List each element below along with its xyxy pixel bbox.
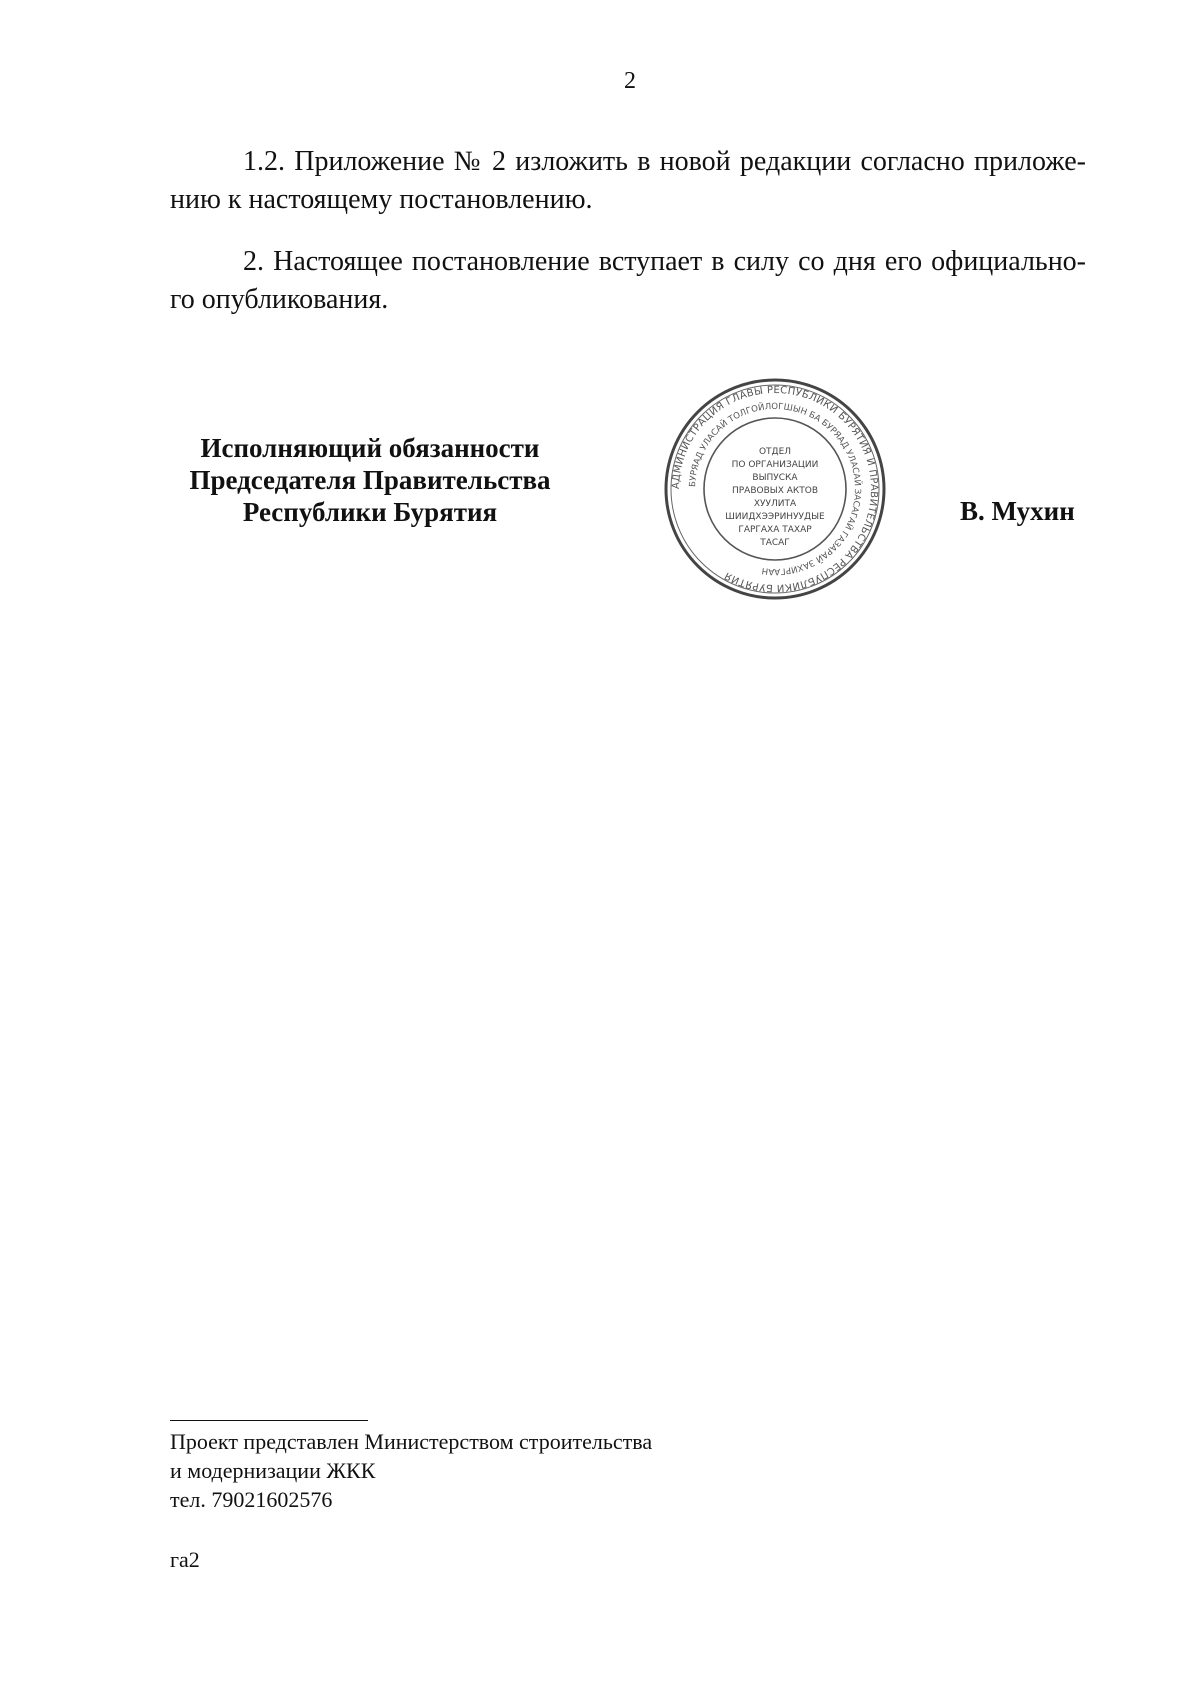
paragraph-line: 2. Настоящее постановление вступает в силу со дня его официально- [243,246,1086,277]
stamp-center-line: ВЫПУСКА [752,473,798,483]
signatory-position-line: Республики Бурятия [242,497,498,527]
stamp-inner-text: БУРЯАД УЛАСАЙ ТОЛГОЙЛОГШЫН БА БУРЯАД УЛАСАЙ ЗАСАГАЙ ГАЗАРАЙ ЗАХИРГААН [687,401,863,577]
page-number: 2 [624,68,636,94]
stamp-center-line: ПРАВОВЫХ АКТОВ [731,486,819,496]
paragraph-line: го опубликования. [170,284,389,315]
paragraph-line: 1.2. Приложение № 2 изложить в новой редакции согласно приложе- [243,146,1086,177]
footnote [170,1427,652,1514]
footnote-line: тел. 79021602576 [170,1487,333,1512]
paragraph-1-2 [170,143,1086,219]
stamp-center-line: ПО ОРГАНИЗАЦИИ [731,460,819,470]
footnote-line: Проект представлен Министерством строительства [170,1429,653,1454]
signatory-position-line: Исполняющий обязанности [200,433,540,463]
paragraph-line: нию к настоящему постановлению. [170,184,593,215]
document-code: га2 [170,1547,200,1572]
official-seal-stamp [662,376,888,602]
stamp-center-line: ХУУЛИТА [753,499,797,509]
signatory-position [150,432,590,528]
signatory-position-line: Председателя Правительства [189,465,551,495]
footnote-divider [170,1420,368,1421]
signatory-name: В. Мухин [960,496,1075,526]
stamp-center-line: ОТДЕЛ [758,447,792,457]
paragraph-2 [170,243,1086,319]
stamp-center-line: ГАРГАХА ТАХАР [738,525,812,535]
footnote-line: и модернизации ЖКК [170,1458,376,1483]
stamp-center-line: ТАСАГ [760,538,790,548]
stamp-outer-text: АДМИНИСТРАЦИЯ ГЛАВЫ РЕСПУБЛИКИ БУРЯТИЯ И ПРАВИТЕЛЬСТВА РЕСПУБЛИКИ БУРЯТИЯ [670,384,880,594]
stamp-center-line: ШИИДХЭЭРИНУУДЫЕ [725,512,825,522]
